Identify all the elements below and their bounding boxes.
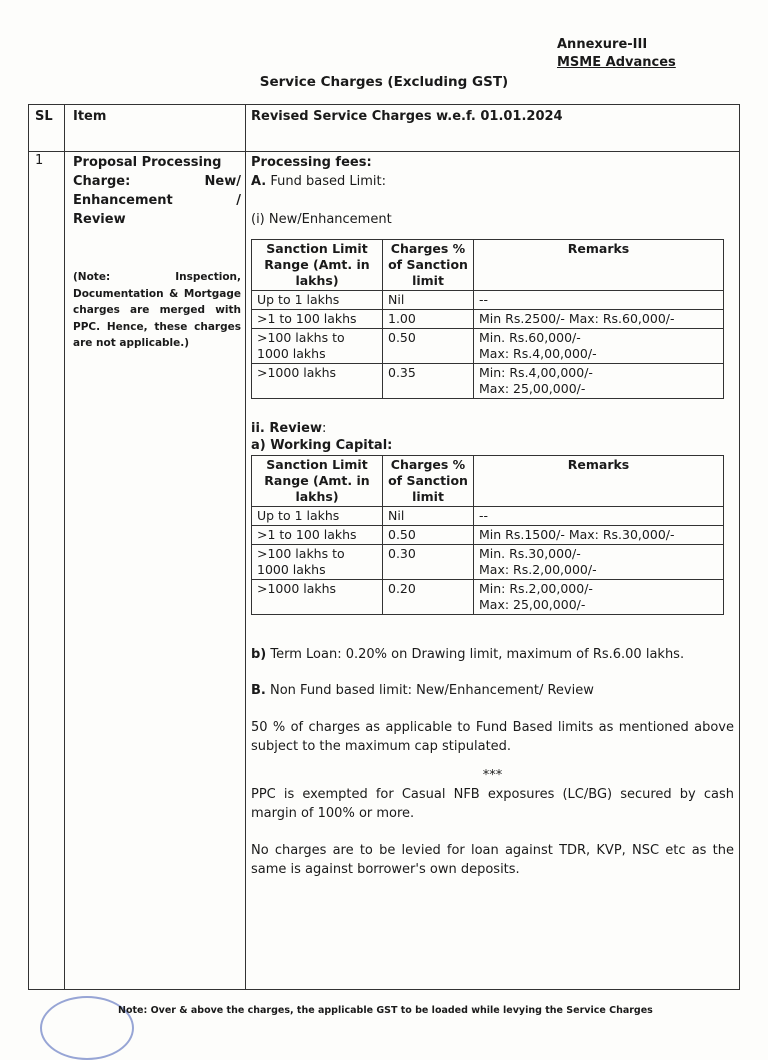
separator-stars: *** xyxy=(482,768,503,783)
row-sl-number: 1 xyxy=(35,153,44,168)
th-remarks: Remarks xyxy=(474,240,724,291)
th-range: Sanction Limit Range (Amt. in lakhs) xyxy=(252,456,383,507)
cell-charge: 0.30 xyxy=(383,545,474,580)
cell-remarks xyxy=(474,364,724,399)
remark-line-1: Min: Rs.2,00,000/- xyxy=(479,581,593,596)
header-divider xyxy=(29,151,739,152)
table-row xyxy=(252,329,724,364)
fund-based-heading xyxy=(251,172,734,191)
item-line-3b: / xyxy=(236,193,241,208)
ppc-paragraph: PPC is exempted for Casual NFB exposures (LC/BG) secured by cash margin of 100% or more. xyxy=(251,787,734,821)
cell-range: >1000 lakhs xyxy=(252,580,383,615)
th-range: Sanction Limit Range (Amt. in lakhs) xyxy=(252,240,383,291)
item-line-2 xyxy=(73,172,241,191)
cell-remarks: -- xyxy=(474,291,724,310)
remark-line-2: Max: Rs.2,00,000/- xyxy=(479,562,597,577)
header-sl: SL xyxy=(35,109,53,124)
remark-line-2: Max: Rs.4,00,000/- xyxy=(479,346,597,361)
col-divider-1 xyxy=(64,105,65,989)
table-row xyxy=(252,310,724,329)
review-colon: : xyxy=(321,421,327,436)
table-row xyxy=(252,526,724,545)
cell-charge: 0.50 xyxy=(383,329,474,364)
cell-charge: 0.35 xyxy=(383,364,474,399)
footer-note: Note: Over & above the charges, the applicable GST to be loaded while levying the Service Charges xyxy=(118,1005,653,1016)
annexure-label: Annexure-III xyxy=(557,37,648,52)
page-title: Service Charges (Excluding GST) xyxy=(259,74,509,90)
item-line-2b: New/ xyxy=(204,174,241,189)
cell-range: >1 to 100 lakhs xyxy=(252,310,383,329)
item-line-1: Proposal Processing xyxy=(73,155,222,170)
table-row xyxy=(252,291,724,310)
fund-based-text: Fund based Limit: xyxy=(270,174,387,189)
processing-fees-heading: Processing fees: xyxy=(251,155,372,170)
new-enhancement-table xyxy=(251,239,724,399)
working-capital-heading: a) Working Capital: xyxy=(251,438,393,453)
cell-remarks xyxy=(474,580,724,615)
cell-remarks: Min Rs.2500/- Max: Rs.60,000/- xyxy=(474,310,724,329)
cell-remarks xyxy=(474,329,724,364)
remark-line-1: Min: Rs.4,00,000/- xyxy=(479,365,593,380)
cell-range: >1 to 100 lakhs xyxy=(252,526,383,545)
charges-table xyxy=(28,104,740,990)
cell-remarks: -- xyxy=(474,507,724,526)
fund-based-letter: A. xyxy=(251,174,267,189)
th-charges: Charges % of Sanction limit xyxy=(383,240,474,291)
term-loan-line xyxy=(251,645,734,664)
table-row xyxy=(252,545,724,580)
row-item xyxy=(73,153,241,229)
annexure-heading xyxy=(557,36,676,72)
item-line-3a: Enhancement xyxy=(73,193,173,208)
header-item: Item xyxy=(73,109,107,124)
item-line-4: Review xyxy=(73,212,126,227)
table-row xyxy=(252,364,724,399)
cell-charge: Nil xyxy=(383,507,474,526)
cell-remarks xyxy=(474,545,724,580)
nfb-paragraph: 50 % of charges as applicable to Fund Based limits as mentioned above subject to the maximum cap stipulated. xyxy=(251,720,734,754)
review-table xyxy=(251,455,724,615)
cell-charge: 1.00 xyxy=(383,310,474,329)
term-loan-letter: b) xyxy=(251,647,267,662)
term-loan-text: Term Loan: 0.20% on Drawing limit, maximum of Rs.6.00 lakhs. xyxy=(270,647,685,662)
remark-line-2: Max: 25,00,000/- xyxy=(479,381,586,396)
cell-range: Up to 1 lakhs xyxy=(252,507,383,526)
item-line-2a: Charge: xyxy=(73,174,131,189)
item-note: (Note: Inspection, Documentation & Mortgage charges are merged with PPC. Hence, these charges are not applicable.) xyxy=(73,271,241,349)
item-line-3 xyxy=(73,191,241,210)
remark-line-1: Min. Rs.60,000/- xyxy=(479,330,581,345)
table-row xyxy=(252,507,724,526)
annexure-subtitle: MSME Advances xyxy=(557,55,676,70)
non-fund-based-line xyxy=(251,681,734,700)
review-label: ii. Review xyxy=(251,421,322,436)
revised-charges-content xyxy=(251,153,734,879)
header-revised: Revised Service Charges w.e.f. 01.01.2024 xyxy=(251,109,563,124)
cell-range: >100 lakhs to 1000 lakhs xyxy=(252,545,383,580)
cell-remarks: Min Rs.1500/- Max: Rs.30,000/- xyxy=(474,526,724,545)
col-divider-2 xyxy=(245,105,246,989)
th-charges: Charges % of Sanction limit xyxy=(383,456,474,507)
cell-charge: 0.20 xyxy=(383,580,474,615)
non-fund-based-letter: B. xyxy=(251,683,266,698)
cell-range: >1000 lakhs xyxy=(252,364,383,399)
cell-charge: Nil xyxy=(383,291,474,310)
table-row xyxy=(252,580,724,615)
new-enhancement-heading: (i) New/Enhancement xyxy=(251,212,392,227)
remark-line-2: Max: 25,00,000/- xyxy=(479,597,586,612)
th-remarks: Remarks xyxy=(474,456,724,507)
cell-range: >100 lakhs to 1000 lakhs xyxy=(252,329,383,364)
cell-charge: 0.50 xyxy=(383,526,474,545)
cell-range: Up to 1 lakhs xyxy=(252,291,383,310)
non-fund-based-text: Non Fund based limit: New/Enhancement/ Review xyxy=(270,683,594,698)
no-charge-paragraph: No charges are to be levied for loan against TDR, KVP, NSC etc as the same is against borrower's own deposits. xyxy=(251,843,734,877)
remark-line-1: Min. Rs.30,000/- xyxy=(479,546,581,561)
